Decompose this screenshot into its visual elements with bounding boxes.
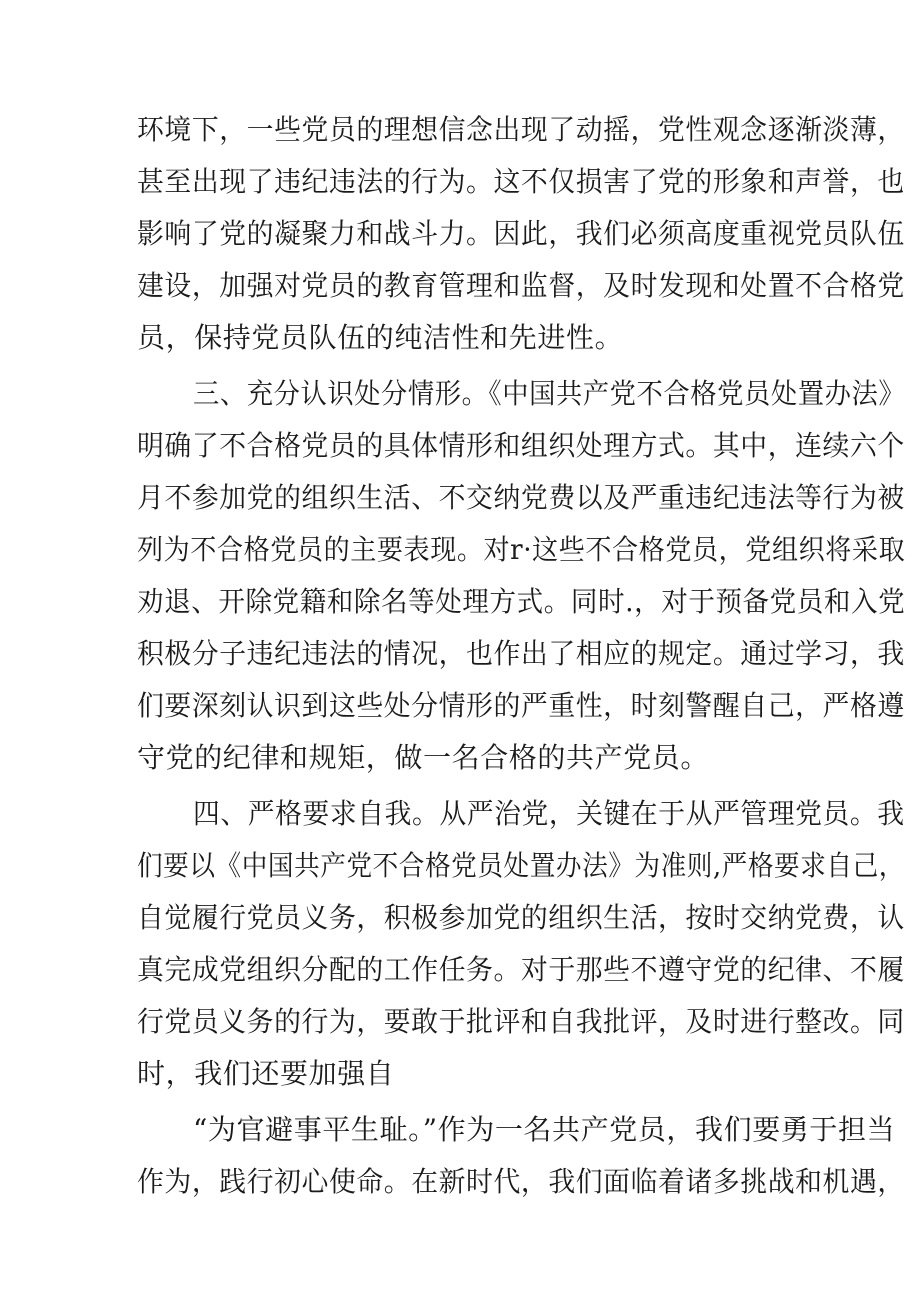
text-line: 影响了党的凝聚力和战斗力。因此，我们必须高度重视党员队伍 [137,217,905,250]
text-line: 守党的纪律和规矩，做一名合格的共产党员。 [137,741,710,774]
text-line: 行党员义务的行为，要敢于批评和自我批评，及时进行整改。同 [137,1005,905,1038]
text-line: 作为，践行初心使命。在新时代，我们面临着诸多挑战和机遇， [137,1165,905,1198]
text-line: “为官避事平生耻。”作为一名共产党员，我们要勇于担当 [193,1113,896,1146]
text-line: 甚至出现了违纪违法的行为。这不仅损害了党的形象和声誉，也 [137,165,905,198]
text-line: 三、充分认识处分情形。《中国共产党不合格党员处置办法》 [193,377,906,410]
text-line: 劝退、开除党籍和除名等处理方式。同时.，对于预备党员和入党 [137,585,906,618]
text-line: 列为不合格党员的主要表现。对r·这些不合格党员，党组织将采取 [137,533,906,566]
text-line: 真完成党组织分配的工作任务。对于那些不遵守党的纪律、不履 [137,953,905,986]
text-line: 们要以《中国共产党不合格党员处置办法》为准则,严格要求自己， [137,849,905,882]
text-line: 自觉履行党员义务，积极参加党的组织生活，按时交纳党费，认 [137,901,905,934]
text-line: 月不参加党的组织生活、不交纳党费以及严重违纪违法等行为被 [137,481,905,514]
text-line: 积极分子违纪违法的情况，也作出了相应的规定。通过学习，我 [137,637,905,670]
text-line: 明确了不合格党员的具体情形和组织处理方式。其中，连续六个 [137,429,905,462]
text-line: 时，我们还要加强自 [137,1057,395,1090]
text-line: 员，保持党员队伍的纯洁性和先进性。 [137,321,624,354]
text-line: 们要深刻认识到这些处分情形的严重性，时刻警醒自己，严格遵 [137,689,905,722]
text-line: 环境下，一些党员的理想信念出现了动摇，党性观念逐渐淡薄， [137,113,905,146]
text-line: 四、严格要求自我。从严治党，关键在于从严管理党员。我 [193,797,905,830]
text-line: 建设，加强对党员的教育管理和监督，及时发现和处置不合格党 [137,269,905,302]
